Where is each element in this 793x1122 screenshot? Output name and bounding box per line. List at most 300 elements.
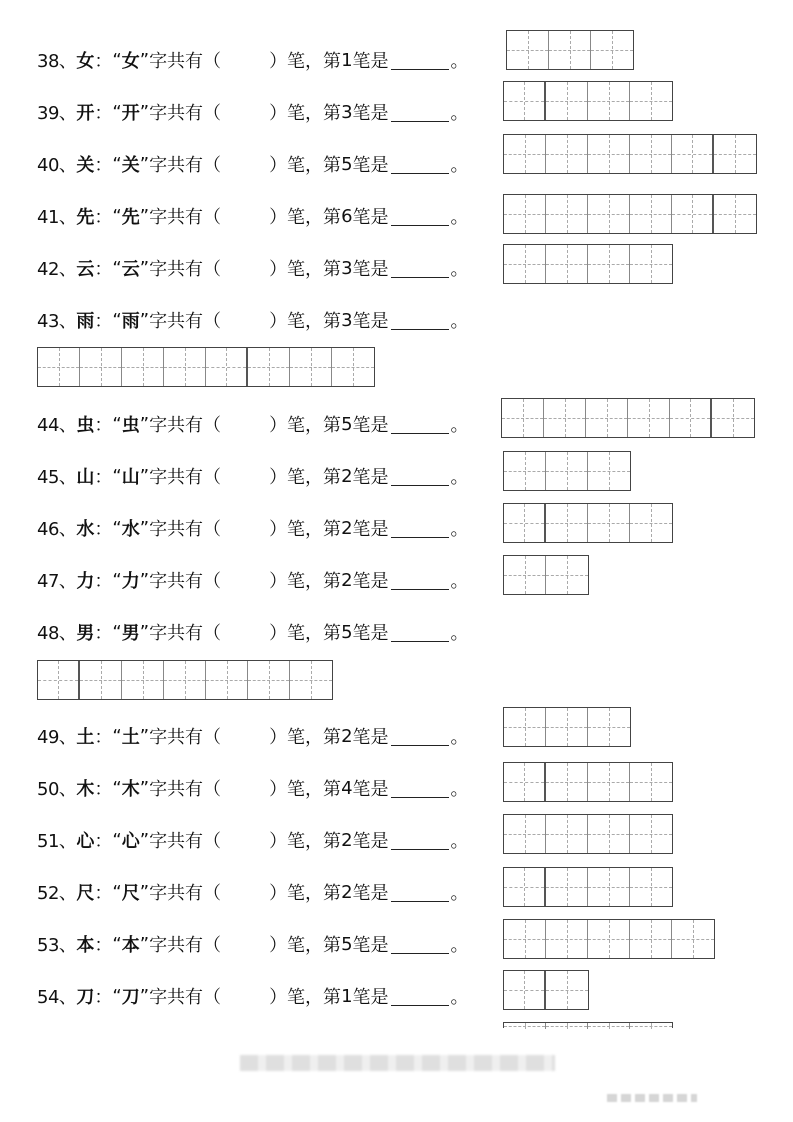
tianzige-cell[interactable] xyxy=(588,452,630,490)
question-character: 尺 xyxy=(76,883,95,904)
question-number: 42、 xyxy=(37,259,77,280)
colon: ： xyxy=(94,519,113,540)
stroke-writing-grid xyxy=(503,555,589,595)
tianzige-cell[interactable] xyxy=(504,763,546,801)
open-quote: “ xyxy=(112,829,122,851)
stroke-answer-blank[interactable] xyxy=(391,883,449,902)
close-paren-text: ）笔，第 xyxy=(269,831,342,852)
partial-writing-grid xyxy=(503,1022,673,1028)
stroke-number: 2 xyxy=(341,569,353,591)
period: 。 xyxy=(450,987,469,1008)
open-quote: “ xyxy=(112,205,122,227)
question-row xyxy=(37,617,469,647)
tianzige-cell[interactable] xyxy=(588,868,630,906)
total-strokes-text: 字共有（ xyxy=(149,415,222,436)
tianzige-cell[interactable] xyxy=(714,195,756,233)
question-row xyxy=(37,877,469,907)
stroke-writing-grid xyxy=(506,30,634,70)
close-paren-text: ）笔，第 xyxy=(269,51,342,72)
open-quote: “ xyxy=(112,881,122,903)
colon: ： xyxy=(94,779,113,800)
close-quote: ” xyxy=(139,881,150,903)
question-number: 44、 xyxy=(37,415,77,436)
stroke-number: 5 xyxy=(341,413,353,435)
close-paren-text: ）笔，第 xyxy=(269,415,342,436)
question-row xyxy=(37,929,469,959)
tianzige-cell[interactable] xyxy=(544,399,586,437)
stroke-is-text: 笔是 xyxy=(352,155,389,176)
question-character: 女 xyxy=(76,51,95,72)
stroke-number: 3 xyxy=(341,309,353,331)
question-row xyxy=(37,461,469,491)
tianzige-cell[interactable] xyxy=(588,135,630,173)
stroke-number: 2 xyxy=(341,725,353,747)
tianzige-cell[interactable] xyxy=(504,504,546,542)
quoted-character: 男 xyxy=(121,623,140,644)
stroke-number: 6 xyxy=(341,205,353,227)
stroke-is-text: 笔是 xyxy=(352,207,389,228)
question-character: 本 xyxy=(76,935,95,956)
close-quote: ” xyxy=(139,465,150,487)
stroke-is-text: 笔是 xyxy=(352,831,389,852)
stroke-answer-blank[interactable] xyxy=(391,259,449,278)
tianzige-cell[interactable] xyxy=(504,245,546,283)
stroke-is-text: 笔是 xyxy=(352,519,389,540)
question-character: 开 xyxy=(76,103,95,124)
question-number: 47、 xyxy=(37,571,77,592)
tianzige-cell[interactable] xyxy=(507,31,549,69)
close-quote: ” xyxy=(139,257,150,279)
stroke-answer-blank[interactable] xyxy=(391,519,449,538)
period: 。 xyxy=(450,259,469,280)
question-row xyxy=(37,305,469,335)
tianzige-cell[interactable] xyxy=(630,245,672,283)
stroke-is-text: 笔是 xyxy=(352,987,389,1008)
stroke-is-text: 笔是 xyxy=(352,571,389,592)
tianzige-cell[interactable] xyxy=(504,556,546,594)
stroke-number: 4 xyxy=(341,777,353,799)
total-strokes-text: 字共有（ xyxy=(149,467,222,488)
period: 。 xyxy=(450,623,469,644)
stroke-number: 1 xyxy=(341,49,353,71)
colon: ： xyxy=(94,883,113,904)
quoted-character: 虫 xyxy=(121,415,140,436)
colon: ： xyxy=(94,727,113,748)
stroke-writing-grid xyxy=(503,503,673,543)
tianzige-cell xyxy=(588,1023,630,1029)
close-quote: ” xyxy=(139,829,150,851)
close-quote: ” xyxy=(139,205,150,227)
stroke-is-text: 笔是 xyxy=(352,103,389,124)
tianzige-cell[interactable] xyxy=(206,661,248,699)
stroke-writing-grid xyxy=(503,194,757,234)
question-row xyxy=(37,721,469,751)
tianzige-cell xyxy=(504,1023,546,1029)
tianzige-cell[interactable] xyxy=(502,399,544,437)
open-quote: “ xyxy=(112,569,122,591)
question-number: 41、 xyxy=(37,207,77,228)
question-row xyxy=(37,773,469,803)
quoted-character: 刀 xyxy=(121,987,140,1008)
close-quote: ” xyxy=(139,101,150,123)
question-number: 39、 xyxy=(37,103,77,124)
total-strokes-text: 字共有（ xyxy=(149,883,222,904)
stroke-writing-grid xyxy=(503,244,673,284)
close-paren-text: ）笔，第 xyxy=(269,883,342,904)
blurred-watermark xyxy=(607,1094,697,1102)
tianzige-cell[interactable] xyxy=(546,556,588,594)
tianzige-cell[interactable] xyxy=(38,661,80,699)
stroke-answer-blank[interactable] xyxy=(391,935,449,954)
quoted-character: 土 xyxy=(121,727,140,748)
total-strokes-text: 字共有（ xyxy=(149,987,222,1008)
question-character: 木 xyxy=(76,779,95,800)
close-quote: ” xyxy=(139,621,150,643)
tianzige-cell[interactable] xyxy=(672,135,714,173)
question-character: 力 xyxy=(76,571,95,592)
tianzige-cell[interactable] xyxy=(628,399,670,437)
tianzige-cell[interactable] xyxy=(164,348,206,386)
stroke-writing-grid xyxy=(503,814,673,854)
quoted-character: 水 xyxy=(121,519,140,540)
quoted-character: 尺 xyxy=(121,883,140,904)
open-quote: “ xyxy=(112,257,122,279)
period: 。 xyxy=(450,155,469,176)
quoted-character: 云 xyxy=(121,259,140,280)
total-strokes-text: 字共有（ xyxy=(149,779,222,800)
stroke-is-text: 笔是 xyxy=(352,779,389,800)
tianzige-cell[interactable] xyxy=(588,708,630,746)
tianzige-cell[interactable] xyxy=(546,763,588,801)
stroke-is-text: 笔是 xyxy=(352,311,389,332)
close-quote: ” xyxy=(139,49,150,71)
tianzige-cell[interactable] xyxy=(630,868,672,906)
stroke-writing-grid xyxy=(503,707,631,747)
open-quote: “ xyxy=(112,413,122,435)
question-number: 54、 xyxy=(37,987,77,1008)
close-quote: ” xyxy=(139,725,150,747)
quoted-character: 力 xyxy=(121,571,140,592)
close-paren-text: ）笔，第 xyxy=(269,207,342,228)
stroke-is-text: 笔是 xyxy=(352,727,389,748)
total-strokes-text: 字共有（ xyxy=(149,935,222,956)
tianzige-cell[interactable] xyxy=(630,82,672,120)
tianzige-cell[interactable] xyxy=(588,245,630,283)
close-paren-text: ）笔，第 xyxy=(269,311,342,332)
tianzige-cell[interactable] xyxy=(164,661,206,699)
question-number: 43、 xyxy=(37,311,77,332)
open-quote: “ xyxy=(112,49,122,71)
tianzige-cell[interactable] xyxy=(546,82,588,120)
tianzige-cell[interactable] xyxy=(504,868,546,906)
question-character: 心 xyxy=(76,831,95,852)
period: 。 xyxy=(450,207,469,228)
open-quote: “ xyxy=(112,933,122,955)
colon: ： xyxy=(94,987,113,1008)
tianzige-cell[interactable] xyxy=(588,82,630,120)
open-quote: “ xyxy=(112,517,122,539)
quoted-character: 女 xyxy=(121,51,140,72)
stroke-answer-blank[interactable] xyxy=(391,467,449,486)
tianzige-cell[interactable] xyxy=(504,971,546,1009)
close-paren-text: ）笔，第 xyxy=(269,519,342,540)
close-paren-text: ）笔，第 xyxy=(269,103,342,124)
tianzige-cell[interactable] xyxy=(588,815,630,853)
period: 。 xyxy=(450,467,469,488)
tianzige-cell[interactable] xyxy=(504,920,546,958)
colon: ： xyxy=(94,311,113,332)
tianzige-cell[interactable] xyxy=(504,135,546,173)
question-character: 云 xyxy=(76,259,95,280)
period: 。 xyxy=(450,571,469,592)
question-row xyxy=(37,981,469,1011)
tianzige-cell[interactable] xyxy=(588,763,630,801)
tianzige-cell[interactable] xyxy=(504,452,546,490)
tianzige-cell[interactable] xyxy=(290,661,332,699)
colon: ： xyxy=(94,467,113,488)
total-strokes-text: 字共有（ xyxy=(149,831,222,852)
tianzige-cell[interactable] xyxy=(630,763,672,801)
tianzige-cell[interactable] xyxy=(248,348,290,386)
close-paren-text: ）笔，第 xyxy=(269,987,342,1008)
period: 。 xyxy=(450,519,469,540)
tianzige-cell[interactable] xyxy=(630,195,672,233)
tianzige-cell[interactable] xyxy=(549,31,591,69)
stroke-number: 5 xyxy=(341,933,353,955)
tianzige-cell[interactable] xyxy=(588,504,630,542)
stroke-answer-blank[interactable] xyxy=(391,103,449,122)
tianzige-cell[interactable] xyxy=(546,245,588,283)
period: 。 xyxy=(450,415,469,436)
tianzige-cell[interactable] xyxy=(588,195,630,233)
tianzige-cell[interactable] xyxy=(630,135,672,173)
close-paren-text: ）笔，第 xyxy=(269,467,342,488)
colon: ： xyxy=(94,623,113,644)
open-quote: “ xyxy=(112,309,122,331)
stroke-number: 2 xyxy=(341,465,353,487)
tianzige-cell[interactable] xyxy=(80,348,122,386)
quoted-character: 心 xyxy=(121,831,140,852)
tianzige-cell xyxy=(546,1023,588,1029)
tianzige-cell[interactable] xyxy=(546,504,588,542)
tianzige-cell[interactable] xyxy=(546,815,588,853)
tianzige-cell[interactable] xyxy=(290,348,332,386)
tianzige-cell xyxy=(630,1023,672,1029)
stroke-is-text: 笔是 xyxy=(352,259,389,280)
period: 。 xyxy=(450,311,469,332)
quoted-character: 木 xyxy=(121,779,140,800)
close-quote: ” xyxy=(139,309,150,331)
stroke-writing-grid xyxy=(37,347,375,387)
open-quote: “ xyxy=(112,621,122,643)
tianzige-cell[interactable] xyxy=(80,661,122,699)
stroke-number: 5 xyxy=(341,621,353,643)
tianzige-cell[interactable] xyxy=(546,452,588,490)
stroke-number: 3 xyxy=(341,101,353,123)
tianzige-cell[interactable] xyxy=(122,661,164,699)
stroke-writing-grid xyxy=(501,398,755,438)
close-quote: ” xyxy=(139,413,150,435)
total-strokes-text: 字共有（ xyxy=(149,259,222,280)
stroke-answer-blank[interactable] xyxy=(391,727,449,746)
quoted-character: 雨 xyxy=(121,311,140,332)
tianzige-cell[interactable] xyxy=(714,135,756,173)
tianzige-cell[interactable] xyxy=(670,399,712,437)
tianzige-cell[interactable] xyxy=(122,348,164,386)
question-character: 山 xyxy=(76,467,95,488)
open-quote: “ xyxy=(112,101,122,123)
colon: ： xyxy=(94,103,113,124)
tianzige-cell[interactable] xyxy=(586,399,628,437)
stroke-is-text: 笔是 xyxy=(352,883,389,904)
stroke-answer-blank[interactable] xyxy=(391,51,449,70)
open-quote: “ xyxy=(112,465,122,487)
tianzige-cell[interactable] xyxy=(672,195,714,233)
stroke-answer-blank[interactable] xyxy=(391,831,449,850)
question-row xyxy=(37,513,469,543)
stroke-number: 1 xyxy=(341,985,353,1007)
tianzige-cell[interactable] xyxy=(546,135,588,173)
stroke-answer-blank[interactable] xyxy=(391,623,449,642)
stroke-number: 5 xyxy=(341,153,353,175)
quoted-character: 开 xyxy=(121,103,140,124)
close-quote: ” xyxy=(139,569,150,591)
period: 。 xyxy=(450,727,469,748)
tianzige-cell[interactable] xyxy=(206,348,248,386)
quoted-character: 先 xyxy=(121,207,140,228)
open-quote: “ xyxy=(112,985,122,1007)
close-paren-text: ）笔，第 xyxy=(269,571,342,592)
total-strokes-text: 字共有（ xyxy=(149,103,222,124)
total-strokes-text: 字共有（ xyxy=(149,207,222,228)
stroke-answer-blank[interactable] xyxy=(391,207,449,226)
stroke-number: 2 xyxy=(341,517,353,539)
open-quote: “ xyxy=(112,777,122,799)
open-quote: “ xyxy=(112,153,122,175)
close-quote: ” xyxy=(139,517,150,539)
stroke-is-text: 笔是 xyxy=(352,935,389,956)
colon: ： xyxy=(94,207,113,228)
stroke-writing-grid xyxy=(503,451,631,491)
tianzige-cell[interactable] xyxy=(588,920,630,958)
tianzige-cell[interactable] xyxy=(712,399,754,437)
tianzige-cell[interactable] xyxy=(630,920,672,958)
stroke-writing-grid xyxy=(503,867,673,907)
stroke-answer-blank[interactable] xyxy=(391,415,449,434)
tianzige-cell[interactable] xyxy=(504,708,546,746)
question-character: 水 xyxy=(76,519,95,540)
tianzige-cell[interactable] xyxy=(630,504,672,542)
close-quote: ” xyxy=(139,933,150,955)
question-row xyxy=(37,253,469,283)
stroke-is-text: 笔是 xyxy=(352,467,389,488)
close-paren-text: ）笔，第 xyxy=(269,623,342,644)
quoted-character: 关 xyxy=(121,155,140,176)
tianzige-cell[interactable] xyxy=(546,195,588,233)
question-number: 40、 xyxy=(37,155,77,176)
tianzige-cell[interactable] xyxy=(504,195,546,233)
tianzige-cell[interactable] xyxy=(504,815,546,853)
question-row xyxy=(37,149,469,179)
stroke-writing-grid xyxy=(503,134,757,174)
question-row xyxy=(37,45,469,75)
close-paren-text: ）笔，第 xyxy=(269,727,342,748)
tianzige-cell[interactable] xyxy=(332,348,374,386)
tianzige-cell[interactable] xyxy=(248,661,290,699)
tianzige-cell[interactable] xyxy=(591,31,633,69)
stroke-number: 2 xyxy=(341,829,353,851)
stroke-writing-grid xyxy=(503,970,589,1010)
stroke-writing-grid xyxy=(37,660,333,700)
close-paren-text: ）笔，第 xyxy=(269,935,342,956)
stroke-answer-blank[interactable] xyxy=(391,987,449,1006)
total-strokes-text: 字共有（ xyxy=(149,727,222,748)
stroke-writing-grid xyxy=(503,81,673,121)
question-row xyxy=(37,825,469,855)
total-strokes-text: 字共有（ xyxy=(149,311,222,332)
question-row xyxy=(37,409,469,439)
period: 。 xyxy=(450,779,469,800)
stroke-answer-blank[interactable] xyxy=(391,155,449,174)
colon: ： xyxy=(94,571,113,592)
close-quote: ” xyxy=(139,153,150,175)
stroke-answer-blank[interactable] xyxy=(391,779,449,798)
stroke-is-text: 笔是 xyxy=(352,51,389,72)
question-character: 先 xyxy=(76,207,95,228)
total-strokes-text: 字共有（ xyxy=(149,51,222,72)
total-strokes-text: 字共有（ xyxy=(149,623,222,644)
question-number: 51、 xyxy=(37,831,77,852)
total-strokes-text: 字共有（ xyxy=(149,571,222,592)
tianzige-cell[interactable] xyxy=(504,82,546,120)
question-number: 50、 xyxy=(37,779,77,800)
colon: ： xyxy=(94,51,113,72)
stroke-writing-grid xyxy=(503,919,715,959)
tianzige-cell[interactable] xyxy=(546,868,588,906)
colon: ： xyxy=(94,155,113,176)
stroke-number: 2 xyxy=(341,881,353,903)
tianzige-cell[interactable] xyxy=(630,815,672,853)
tianzige-cell[interactable] xyxy=(38,348,80,386)
stroke-answer-blank[interactable] xyxy=(391,571,449,590)
total-strokes-text: 字共有（ xyxy=(149,519,222,540)
stroke-number: 3 xyxy=(341,257,353,279)
close-paren-text: ）笔，第 xyxy=(269,259,342,280)
tianzige-cell[interactable] xyxy=(546,971,588,1009)
quoted-character: 本 xyxy=(121,935,140,956)
question-row xyxy=(37,97,469,127)
total-strokes-text: 字共有（ xyxy=(149,155,222,176)
question-number: 45、 xyxy=(37,467,77,488)
colon: ： xyxy=(94,415,113,436)
quoted-character: 山 xyxy=(121,467,140,488)
tianzige-cell[interactable] xyxy=(672,920,714,958)
period: 。 xyxy=(450,103,469,124)
colon: ： xyxy=(94,935,113,956)
period: 。 xyxy=(450,51,469,72)
question-number: 53、 xyxy=(37,935,77,956)
stroke-writing-grid xyxy=(503,762,673,802)
question-number: 46、 xyxy=(37,519,77,540)
period: 。 xyxy=(450,831,469,852)
question-character: 男 xyxy=(76,623,95,644)
stroke-answer-blank[interactable] xyxy=(391,311,449,330)
blurred-footer-text xyxy=(240,1055,555,1071)
tianzige-cell[interactable] xyxy=(546,708,588,746)
tianzige-cell[interactable] xyxy=(546,920,588,958)
question-character: 关 xyxy=(76,155,95,176)
question-character: 刀 xyxy=(76,987,95,1008)
